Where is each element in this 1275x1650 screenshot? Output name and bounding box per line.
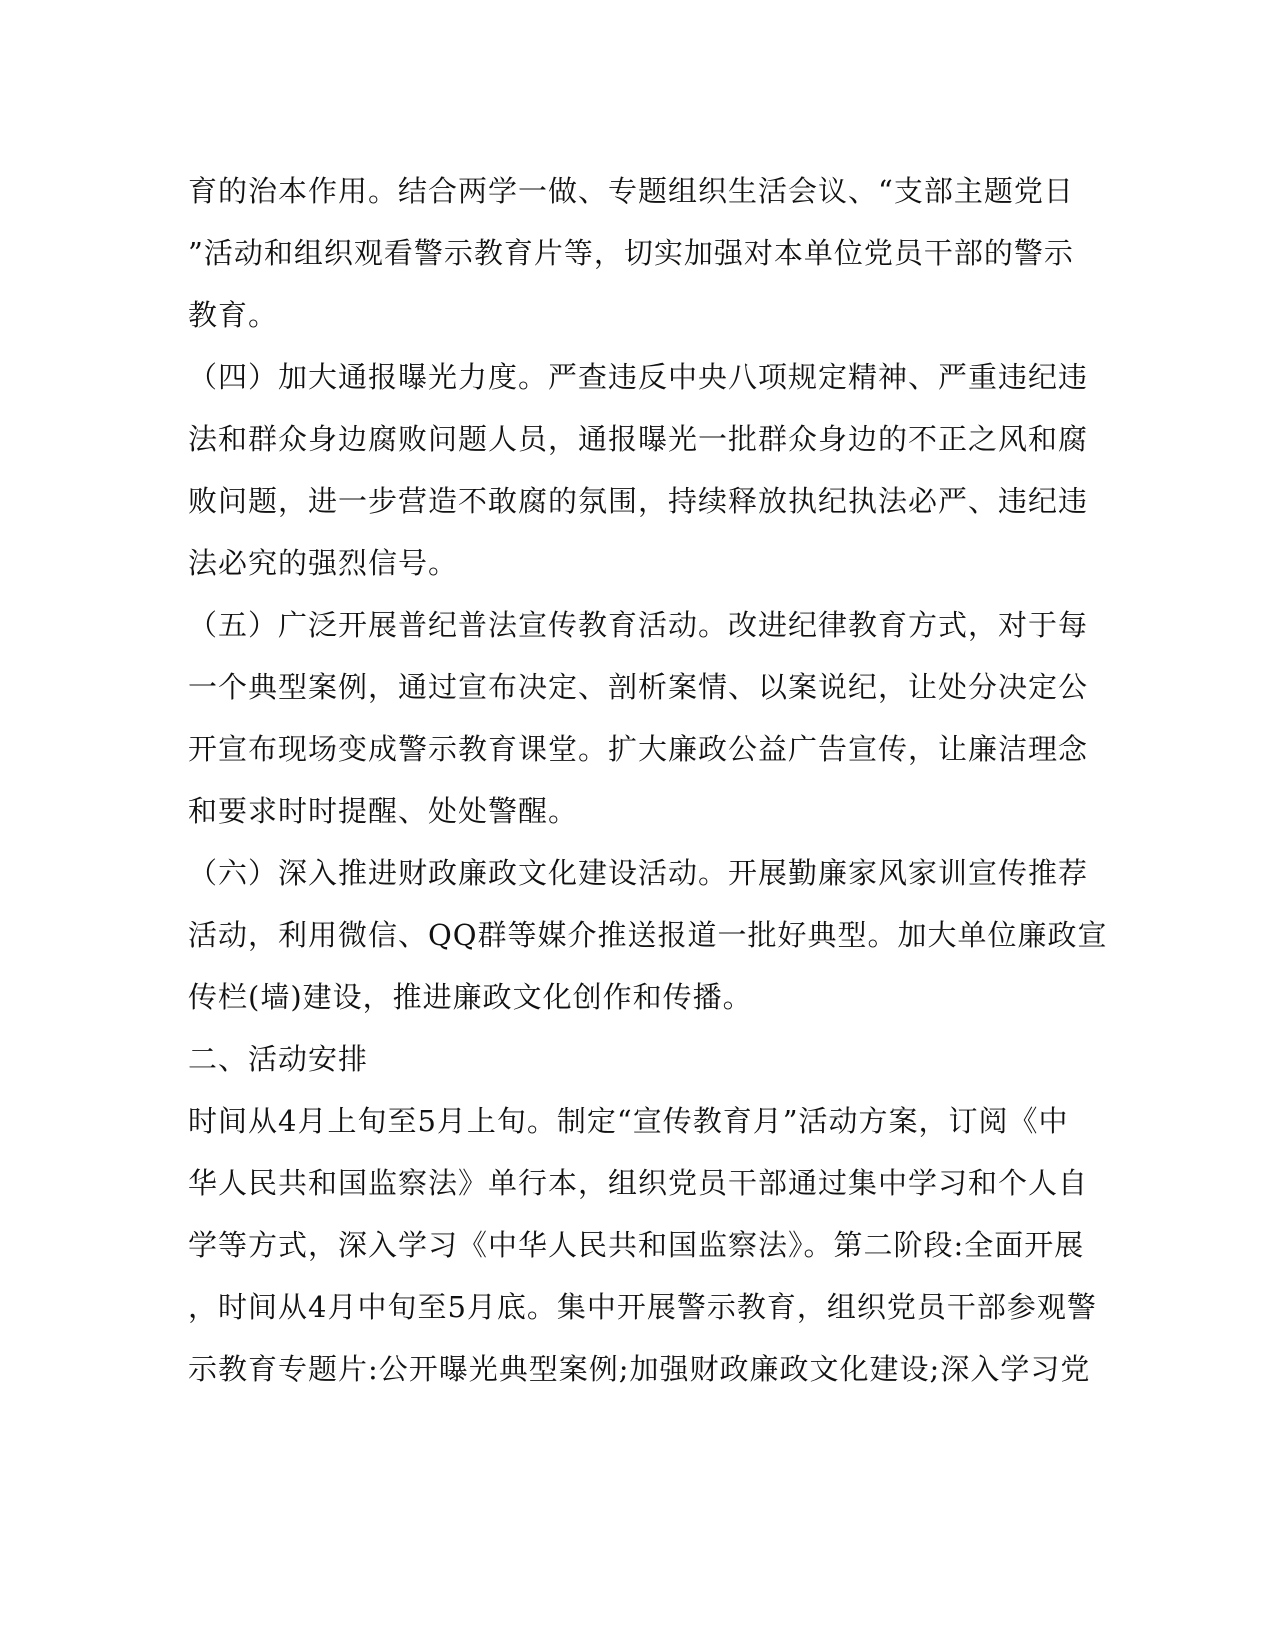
text-line: （四）加大通报曝光力度。严查违反中央八项规定精神、严重违纪违 — [188, 360, 1089, 394]
text-line: 和要求时时提醒、处处警醒。 — [188, 794, 579, 828]
text-line: 开宣布现场变成警示教育课堂。扩大廉政公益广告宣传，让廉洁理念 — [188, 732, 1089, 766]
text-line: 学等方式，深入学习《中华人民共和国监察法》。第二阶段:全面开展 — [188, 1228, 1085, 1262]
text-line: 时间从4月上旬至5月上旬。制定“宣传教育月”活动方案，订阅《中 — [188, 1104, 1069, 1138]
text-line: ”活动和组织观看警示教育片等，切实加强对本单位党员干部的警示 — [188, 236, 1074, 270]
text-line: 一个典型案例，通过宣布决定、剖析案情、以案说纪，让处分决定公 — [188, 670, 1089, 704]
text-line: 教育。 — [188, 298, 279, 332]
text-line: 败问题，进一步营造不敢腐的氛围，持续释放执纪执法必严、违纪违 — [188, 484, 1089, 518]
text-line: 法和群众身边腐败问题人员，通报曝光一批群众身边的不正之风和腐 — [188, 422, 1089, 456]
text-line: ，时间从4月中旬至5月底。集中开展警示教育，组织党员干部参观警 — [188, 1290, 1097, 1324]
document-body — [188, 160, 1108, 1400]
section-heading: 二、活动安排 — [188, 1042, 369, 1076]
text-line: 法必究的强烈信号。 — [188, 546, 459, 580]
text-line: （五）广泛开展普纪普法宣传教育活动。改进纪律教育方式，对于每 — [188, 608, 1089, 642]
text-line: 活动，利用微信、QQ群等媒介推送报道一批好典型。加大单位廉政宣 — [188, 918, 1108, 952]
text-line: 华人民共和国监察法》单行本，组织党员干部通过集中学习和个人自 — [188, 1166, 1089, 1200]
text-line: 传栏(墙)建设，推进廉政文化创作和传播。 — [188, 980, 753, 1014]
text-line: （六）深入推进财政廉政文化建设活动。开展勤廉家风家训宣传推荐 — [188, 856, 1089, 890]
text-line: 示教育专题片:公开曝光典型案例;加强财政廉政文化建设;深入学习党 — [188, 1352, 1091, 1386]
text-line: 育的治本作用。结合两学一做、专题组织生活会议、“支部主题党日 — [188, 174, 1074, 208]
